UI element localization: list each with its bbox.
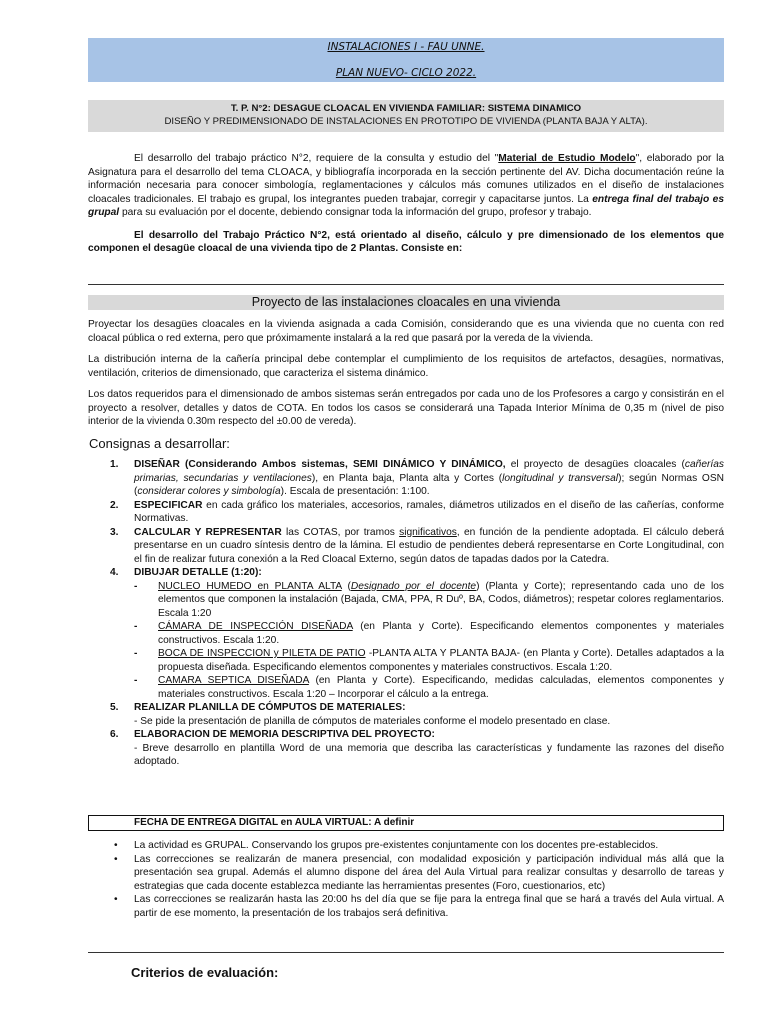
item-number: 6. bbox=[110, 729, 119, 740]
consignas-list bbox=[88, 458, 724, 769]
intro-p1-c: ", elaborado por la Asignatura para el desarrollo del tema CLOACA, y bibliografía incorporada en la sección pertinente del AV. Dicha documentación reúne la información necesaria para conocer simbología, reglamentaciones y cálculos más comunes utilizados en el diseño de instalaciones cloacales tradicionales. El trabajo es grupal, los integrantes pueden trabajar, corregir y capacitarse juntos. La bbox=[88, 153, 724, 205]
divider-line bbox=[88, 952, 724, 953]
sub-text: (en Planta y Corte). Especificando elementos componentes y materiales constructivos. Escala 1:20. bbox=[158, 621, 724, 646]
sub-underline: CAMARA SEPTICA DISEÑADA bbox=[158, 675, 309, 686]
intro-paragraph-2 bbox=[88, 229, 724, 256]
tp-subtitle: DISEÑO Y PREDIMENSIONADO DE INSTALACIONES EN PROTOTIPO DE VIVIENDA (PLANTA BAJA Y ALTA). bbox=[164, 116, 648, 127]
dash-marker: - bbox=[134, 621, 138, 632]
sublist-item bbox=[134, 620, 724, 647]
item-text: las COTAS, por tramos bbox=[281, 526, 400, 538]
sub-italic: Designado por el docente bbox=[350, 580, 477, 592]
list-item bbox=[88, 893, 724, 920]
consignas-section bbox=[88, 436, 724, 769]
sublist-item bbox=[134, 647, 724, 674]
consignas-title: Consignas a desarrollar: bbox=[89, 436, 230, 451]
item-italic: longitudinal y transversal bbox=[502, 472, 619, 484]
project-title: Proyecto de las instalaciones cloacales en una vivienda bbox=[88, 295, 724, 310]
item-italic: considerar colores y simbología bbox=[137, 486, 281, 497]
tp-header bbox=[88, 100, 724, 132]
item-bold: ESPECIFICAR bbox=[134, 499, 203, 511]
item-bold: DIBUJAR DETALLE (1:20): bbox=[134, 567, 262, 578]
delivery-date-box bbox=[88, 815, 724, 831]
project-paragraph-2: La distribución interna de la cañería principal debe contemplar el cumplimiento de los requisitos de artefactos, desagües, normativas, ventilación, criterios de dimensionado, que caracteriza el sistema dinámico. bbox=[88, 354, 724, 379]
project-paragraph-3: Los datos requeridos para el dimensionado de ambos sistemas serán entregados por cada uno de los Profesores a cargo y consistirán en el proyecto a resolver, detalles y datos de COTA. En todos los casos se considerará una Tapada Interior Mínima de 0,35 m (nivel de piso interior de la vivienda 0.30m respecto del ±0.00 de vereda). bbox=[88, 389, 724, 427]
course-plan: PLAN NUEVO- CICLO 2022. bbox=[335, 67, 477, 79]
intro-p1-a: El desarrollo del trabajo práctico N°2, requiere de la consulta y estudio bbox=[134, 153, 472, 164]
sublist-item bbox=[134, 674, 724, 701]
bullet-icon: • bbox=[114, 894, 118, 905]
tp-title: T. P. N°2: DESAGUE CLOACAL EN VIVIENDA FAMILIAR: SISTEMA DINAMICO bbox=[230, 103, 582, 114]
item-bold: CALCULAR Y REPRESENTAR bbox=[134, 526, 282, 538]
list-item bbox=[88, 458, 724, 499]
item-text: ), en Planta baja, Planta alta y Cortes ( bbox=[311, 472, 503, 484]
item-bold: DISEÑAR (Considerando Ambos sistemas, SEMI DINÁMICO Y DINÁMICO, bbox=[134, 459, 506, 470]
item-bold: REALIZAR PLANILLA DE CÓMPUTOS DE MATERIALES: bbox=[134, 702, 406, 713]
sub-underline: NUCLEO HUMEDO en PLANTA ALTA bbox=[158, 580, 342, 592]
material-estudio-link: Material de Estudio Modelo bbox=[498, 153, 636, 164]
rules-bullet-list bbox=[88, 839, 724, 920]
sub-underline: BOCA DE INSPECCION y PILETA DE PATIO bbox=[158, 648, 366, 659]
intro-section bbox=[88, 152, 724, 256]
item-underline: significativos bbox=[399, 526, 457, 538]
item-text: - Se pide la presentación de planilla de cómputos de materiales conforme el modelo presentado en clase. bbox=[134, 715, 611, 727]
divider-line bbox=[88, 284, 724, 285]
bullet-text: Las correcciones se realizarán hasta las 20:00 hs del día que se fije para la entrega final que se hará a través del Aula virtual. A partir de ese momento, la presentación de los trabajos será definitiva. bbox=[134, 894, 724, 919]
item-text: en cada gráfico los materiales, accesorios, ramales, diámetros utilizados en el diseño de las cañerías, conforme Normativas. bbox=[134, 499, 724, 524]
item-number: 2. bbox=[110, 499, 119, 511]
intro-p1-ital: entrega final del trabajo es grupal bbox=[88, 193, 724, 218]
course-title: INSTALACIONES I - FAU UNNE. bbox=[327, 41, 485, 53]
item-text: - Breve desarrollo en plantilla Word de una memoria que describa las características y fundamente las razones del diseño adoptado. bbox=[134, 742, 724, 767]
item-number: 5. bbox=[110, 702, 119, 713]
delivery-date-label: FECHA DE ENTREGA DIGITAL en AULA VIRTUAL: A definir bbox=[134, 817, 415, 828]
bullet-icon: • bbox=[114, 840, 118, 851]
dash-marker: - bbox=[134, 648, 138, 659]
criterios-title: Criterios de evaluación: bbox=[131, 965, 279, 980]
project-section bbox=[88, 295, 724, 429]
dash-marker: - bbox=[134, 580, 138, 592]
dash-marker: - bbox=[134, 675, 138, 686]
item-number: 1. bbox=[110, 459, 119, 470]
item-text: ). Escala de presentación: 1:100. bbox=[280, 486, 430, 497]
item-bold: ELABORACION DE MEMORIA DESCRIPTIVA DEL PROYECTO: bbox=[134, 729, 435, 740]
item-number: 4. bbox=[110, 567, 119, 578]
item-italic: cañerías primarias, secundarias y ventilaciones bbox=[134, 459, 724, 484]
intro-p1-b: del " bbox=[471, 153, 499, 164]
project-paragraph-1: Proyectar los desagües cloacales en la vivienda asignada a cada Comisión, considerando que es una vivienda que no cuenta con red cloacal pública o red externa, pero que próximamente instalará a la red que pasará por la vereda de la vivienda. bbox=[88, 319, 724, 344]
detail-sublist bbox=[134, 580, 724, 702]
intro-paragraph-1 bbox=[88, 152, 724, 220]
sub-text: ( bbox=[341, 580, 351, 592]
intro-p1-d: para su evaluación por el docente, debiendo consignar toda la información del grupo, profesor y trabajo. bbox=[119, 207, 592, 218]
sub-text: -PLANTA ALTA Y PLANTA BAJA- (en Planta y Corte). Detalles adaptados a la propuesta diseñada. Especificando elementos componentes y materiales constructivos. Escala 1:20. bbox=[158, 648, 724, 673]
sub-text: ) (Planta y Corte); representando cada uno de los elementos que componen la instalación (Bajada, CMA, PPA, R Duº, BA, Codos, diámetros); respetar colores reglamentarios. Escala 1:20 bbox=[158, 580, 724, 619]
list-item bbox=[88, 499, 724, 526]
sub-text: (en Planta y Corte). Especificando, medidas calculadas, elementos componentes y materiales constructivos. Escala 1:20 – Incorporar el cálculo a la entrega. bbox=[158, 675, 725, 700]
list-item bbox=[88, 701, 724, 728]
document-page bbox=[88, 38, 725, 980]
sub-underline: CÁMARA DE INSPECCIÓN DISEÑADA bbox=[158, 621, 353, 632]
list-item bbox=[88, 853, 724, 894]
course-header bbox=[88, 38, 724, 82]
list-item bbox=[88, 566, 724, 701]
list-item bbox=[88, 728, 724, 769]
bullet-icon: • bbox=[114, 853, 118, 865]
item-text: , en función de la pendiente adoptada. El cálculo deberá presentarse en un cuadro síntesis dentro de la lámina. El estudio de pendientes deberá representarse en Corte Longitudinal, con el fin de realizar futura conexión a la Red Cloacal Externo, según datos de tapadas dados por la Catedra. bbox=[134, 526, 724, 565]
list-item bbox=[88, 839, 724, 853]
item-number: 3. bbox=[110, 526, 119, 538]
bullet-text: La actividad es GRUPAL. Conservando los grupos pre-existentes conjuntamente con los docentes pre-establecidos. bbox=[134, 840, 659, 851]
intro-p2-text: El desarrollo del Trabajo Práctico N°2, está orientado al diseño, cálculo y pre dimensionado de los elementos que componen el desagüe cloacal de una vivienda tipo de 2 Plantas. Consiste en: bbox=[88, 229, 724, 254]
bullet-text: Las correcciones se realizarán de manera presencial, con modalidad exposición y participación individual más allá que la presentación sea grupal. Además el alumno dispone del área del Aula Virtual para realizar consultas y desarrollo de tareas y estrategias que cada docente establezca mediante las herramientas presentes (Foro, cuestionarios, etc) bbox=[134, 853, 724, 892]
list-item bbox=[88, 526, 724, 567]
item-text: el proyecto de desagües cloacales ( bbox=[505, 459, 685, 470]
item-text: ); según Normas OSN ( bbox=[134, 472, 724, 497]
sublist-item bbox=[134, 580, 724, 621]
